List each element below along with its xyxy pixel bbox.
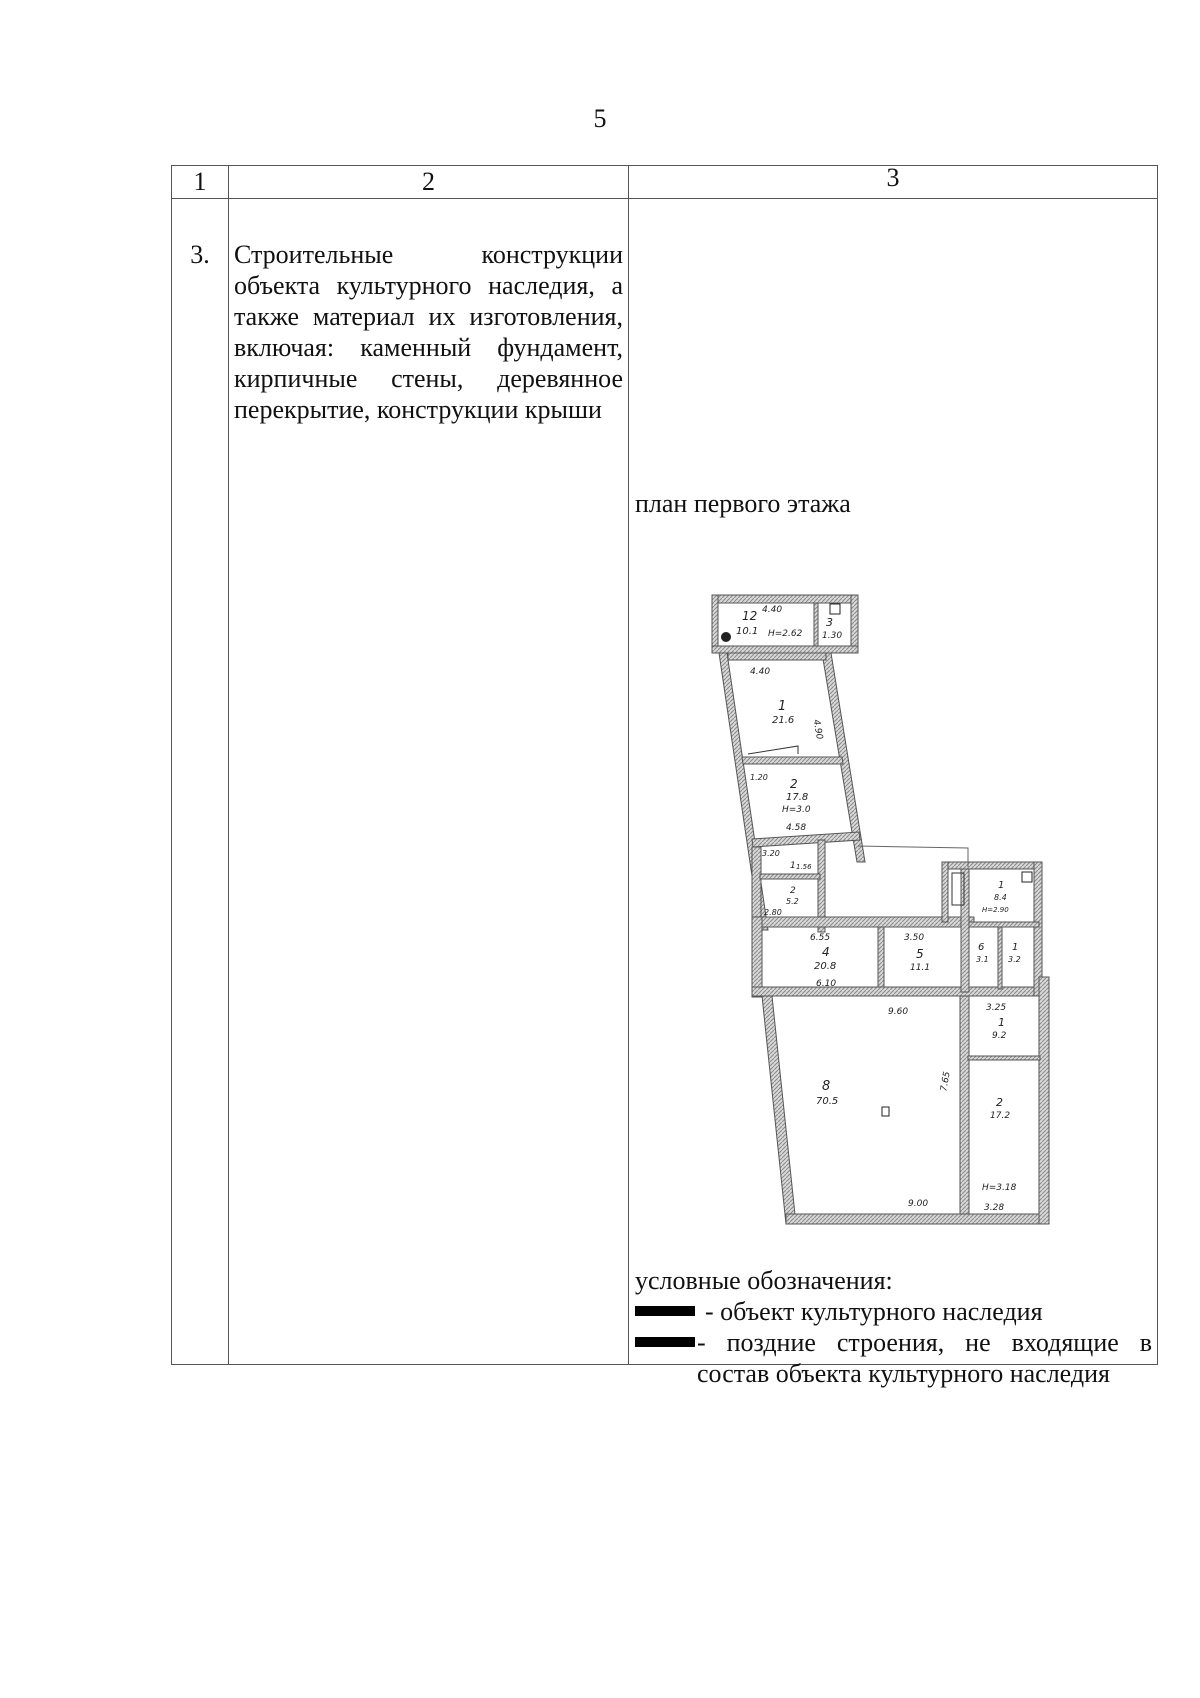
wall	[728, 653, 826, 660]
wall	[814, 603, 818, 646]
room-area: 17.8	[786, 792, 809, 803]
wall	[786, 1214, 1048, 1224]
table-header-row	[172, 166, 1158, 199]
room-number: 1	[778, 699, 787, 714]
wall	[760, 874, 820, 879]
room-area: 1.30	[822, 631, 843, 641]
room-number: 8	[822, 1079, 831, 1094]
room-area: 70.5	[816, 1096, 839, 1107]
dimension: 9.60	[888, 1007, 909, 1017]
room-area: 3.2	[1008, 955, 1021, 964]
plan-caption: план первого этажа	[635, 489, 851, 518]
legend-text: - объект культурного наследия	[705, 1297, 1043, 1326]
wall	[742, 757, 843, 764]
dimension: 3.20	[762, 849, 780, 858]
page-number: 5	[593, 104, 607, 133]
chimney-mark	[830, 604, 840, 614]
dimension: 9.00	[908, 1199, 929, 1209]
room-number: 1	[790, 861, 796, 871]
wall	[968, 1056, 1040, 1060]
room-area: 5.2	[786, 897, 799, 906]
dimension: 6.55	[810, 933, 831, 943]
dimension: 4.90	[810, 718, 825, 741]
room-area: 17.2	[990, 1111, 1011, 1121]
wall	[851, 595, 858, 653]
dimension: H=3.0	[782, 805, 811, 815]
dimension: 3.25	[986, 1003, 1007, 1013]
room-number: 3	[826, 616, 833, 629]
wall	[998, 927, 1002, 989]
room-number: 2	[790, 886, 796, 896]
wall	[752, 987, 1039, 996]
legend-item-heritage	[635, 1296, 1152, 1327]
room-area: 20.8	[814, 961, 837, 972]
room-number: 2	[996, 1096, 1003, 1109]
dimension: H=2.90	[982, 906, 1009, 914]
wall	[961, 862, 969, 992]
room-number: 5	[916, 947, 924, 961]
dimension: 3.50	[904, 933, 925, 943]
dimension: 6.10	[816, 979, 837, 989]
legend-swatch-later-buildings	[635, 1337, 695, 1347]
row-number: 3.	[190, 240, 210, 269]
dimension: 4.40	[762, 605, 783, 615]
dimension: H=3.18	[982, 1183, 1017, 1193]
dimension: H=2.62	[768, 629, 803, 639]
room-number: 1	[1012, 942, 1019, 953]
floor-plan-drawing	[702, 582, 1082, 1230]
room-number: 2	[790, 777, 798, 791]
dimension: 1.20	[750, 773, 768, 782]
row-number-cell	[172, 199, 229, 1365]
header-cell-3: 3	[629, 166, 1158, 199]
wall	[942, 862, 948, 922]
room-area: 10.1	[736, 626, 759, 637]
wall	[712, 595, 857, 603]
room-area: 8.4	[994, 893, 1007, 902]
room-area: 9.2	[992, 1031, 1007, 1041]
room-area: 3.1	[976, 955, 989, 964]
stove-mark	[721, 632, 731, 642]
header-cell-1: 1	[172, 166, 229, 199]
wall	[969, 922, 1039, 927]
room-number: 12	[742, 609, 758, 623]
heritage-table	[171, 163, 1158, 1388]
wall	[878, 927, 884, 992]
room-number: 1	[998, 880, 1005, 891]
wall	[1039, 977, 1049, 1224]
dimension: 4.40	[750, 667, 771, 677]
dimension: 4.58	[786, 823, 807, 833]
room-number: 6	[978, 942, 985, 953]
wall	[942, 862, 1042, 869]
plan-cell	[629, 199, 1158, 1388]
floor-plan	[702, 582, 1082, 1230]
row-description: Строительные конструкции объекта культурного наследия, а также материал их изготовления, включая: каменный фундамент, кирпичные стены, деревянное перекрытие, конструкции крыши	[234, 240, 623, 424]
chimney-mark	[1022, 872, 1032, 882]
wall	[762, 996, 796, 1224]
dimension: 7.65	[939, 1070, 953, 1093]
dimension: 1.56	[796, 863, 812, 871]
legend-swatch-heritage	[635, 1306, 695, 1316]
stair-line	[748, 746, 798, 754]
header-cell-2: 2	[229, 166, 629, 199]
column-mark	[882, 1107, 889, 1116]
wall	[712, 595, 718, 653]
wall	[712, 646, 858, 653]
description-cell	[229, 199, 629, 1365]
wall	[752, 917, 762, 997]
dimension: 2.80	[764, 908, 782, 917]
legend-text: - поздние строения, не входящие в состав объекта культурного наследия	[697, 1328, 1152, 1388]
legend	[635, 1265, 1152, 1389]
table-row	[172, 199, 1158, 1365]
wall	[752, 917, 974, 927]
legend-title: условные обозначения:	[635, 1266, 893, 1295]
legend-item-later-buildings	[635, 1327, 1152, 1389]
dimension: 3.28	[984, 1203, 1005, 1213]
wall	[752, 832, 860, 847]
room-number: 4	[822, 945, 830, 959]
wall	[960, 996, 969, 1214]
room-area: 11.1	[910, 963, 931, 973]
wall	[1034, 862, 1042, 996]
room-number: 1	[998, 1016, 1005, 1029]
room-area: 21.6	[772, 715, 795, 726]
